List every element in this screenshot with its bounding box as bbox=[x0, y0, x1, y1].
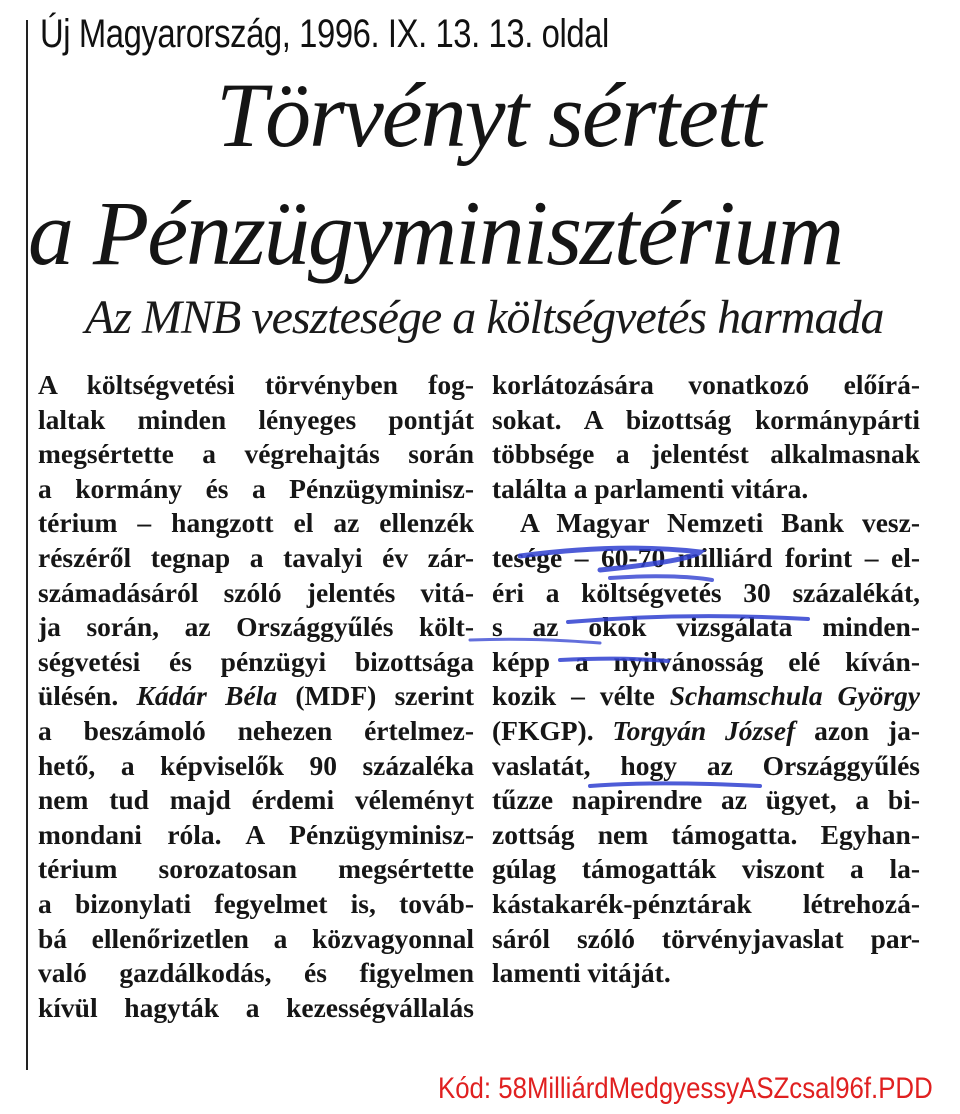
right-line: találta a parlamenti vitára. bbox=[492, 472, 809, 504]
file-code: Kód: 58MilliárdMedgyessyASZcsal96f.PDD bbox=[438, 1072, 933, 1105]
left-line: a bizonylati fegyelmet is, továb- bbox=[38, 887, 474, 919]
left-column bbox=[38, 368, 474, 1025]
right-line: többsége a jelentést alkalmasnak bbox=[492, 438, 920, 470]
right-line: gúlag támogatták viszont a la- bbox=[492, 853, 920, 885]
left-line: való gazdálkodás, és figyelmen bbox=[38, 957, 474, 989]
left-line: a kormány és a Pénzügyminisz- bbox=[38, 472, 474, 504]
right-line: zottság nem támogatta. Egyhan- bbox=[492, 818, 920, 850]
left-line: ülésén. Kádár Béla (MDF) szerint bbox=[38, 680, 474, 712]
left-line: nem tud majd érdemi véleményt bbox=[38, 784, 474, 816]
person-name: Schamschula György bbox=[669, 680, 920, 712]
left-line: térium – hangzott el az ellenzék bbox=[38, 507, 474, 539]
right-line: lamenti vitáját. bbox=[492, 957, 671, 989]
subheadline: Az MNB vesztesége a költségvetés harmada bbox=[85, 291, 884, 344]
right-column bbox=[492, 368, 920, 991]
right-line: kozik – vélte Schamschula György bbox=[492, 680, 920, 712]
right-line: éri a költségvetés 30 százalékát, bbox=[492, 576, 920, 608]
person-name: Torgyán József bbox=[612, 714, 796, 746]
person-name: Kádár Béla bbox=[136, 680, 278, 712]
right-line: korlátozására vonatkozó előírá- bbox=[492, 369, 920, 400]
right-line: A Magyar Nemzeti Bank vesz- bbox=[520, 507, 920, 539]
left-line: számadásáról szóló jelentés vitá- bbox=[38, 576, 474, 608]
left-line: kívül hagyták a kezességvállalás bbox=[38, 991, 474, 1023]
left-line: ségvetési és pénzügyi bizottsága bbox=[38, 645, 474, 677]
left-line: mondani róla. A Pénzügyminisz- bbox=[38, 818, 474, 850]
right-line: s az okok vizsgálata minden- bbox=[492, 611, 920, 643]
right-line: kástakarék-pénztárak létrehozá- bbox=[492, 887, 920, 919]
left-line: megsértette a végrehajtás során bbox=[38, 438, 474, 470]
margin-rule bbox=[26, 20, 28, 1070]
right-line: képp a nyilvánosság elé kíván- bbox=[492, 645, 920, 677]
headline-line-1: Törvényt sértett bbox=[216, 64, 764, 166]
left-line: hető, a képviselők 90 százaléka bbox=[38, 749, 474, 781]
headline-line-2: a Pénzügyminisztérium bbox=[28, 182, 843, 284]
left-line: A költségvetési törvényben fog- bbox=[38, 369, 474, 400]
right-line: (FKGP). Torgyán József azon ja- bbox=[492, 714, 920, 746]
left-line: a beszámoló nehezen értelmez- bbox=[38, 714, 474, 746]
left-line: ja során, az Országgyűlés költ- bbox=[38, 611, 474, 643]
left-line: laltak minden lényeges pontját bbox=[38, 403, 474, 435]
right-line: sáról szóló törvényjavaslat par- bbox=[492, 922, 920, 954]
right-line: tűzze napirendre az ügyet, a bi- bbox=[492, 784, 920, 816]
left-line: térium sorozatosan megsértette bbox=[38, 853, 474, 885]
source-line: Új Magyarország, 1996. IX. 13. 13. oldal bbox=[40, 12, 609, 56]
left-line: részéről tegnap a tavalyi év zár- bbox=[38, 541, 474, 573]
right-line: sokat. A bizottság kormánypárti bbox=[492, 403, 920, 435]
right-line: vaslatát, hogy az Országgyűlés bbox=[492, 749, 920, 781]
right-line: tesége – 60-70 milliárd forint – el- bbox=[492, 541, 920, 573]
left-line: bá ellenőrizetlen a közvagyonnal bbox=[38, 922, 474, 954]
